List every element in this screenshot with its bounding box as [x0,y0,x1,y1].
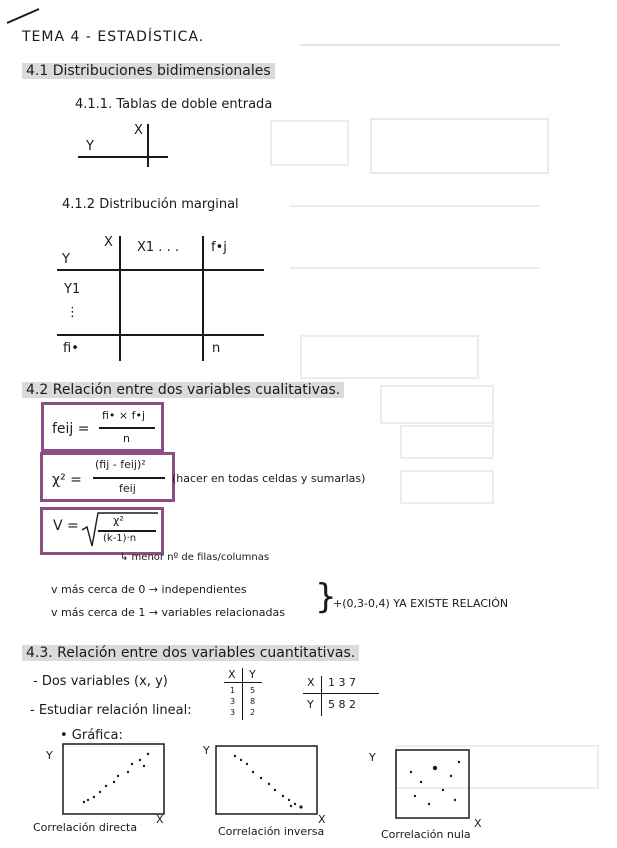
page-title: TEMA 4 - ESTADÍSTICA. [22,29,205,45]
notes-brace: } [315,577,337,617]
graph1-caption: Correlación directa [33,821,138,834]
mt2-x-values: 1 3 7 [328,676,356,689]
graph3-x-axis-label: X [474,817,482,830]
v-lhs: V = [53,518,79,534]
graph1-y-axis-label: Y [46,749,53,762]
section-4-1-heading: 4.1 Distribuciones bidimensionales [22,63,275,79]
v-one-note: v más cerca de 1 → variables relacionadas [51,606,285,619]
table2-hline-top [57,269,264,271]
table2-x-label: X [104,235,113,250]
mt2-vline [321,676,322,716]
mt1-header-x: X [228,668,236,681]
mt2-hline [303,693,379,694]
chi-fraction-bar [93,477,165,479]
table2-dots: ⋮ [66,305,79,320]
fe-denominator: n [123,432,130,445]
chi-lhs: χ² = [52,472,82,488]
graph3-y-axis-label: Y [369,751,376,764]
table2-x1-label: X1 . . . [137,240,179,255]
mt1-r2-x: 3 [230,708,236,717]
study-linear-relation-item: - Estudiar relación lineal: [30,703,192,718]
table2-vline-right [202,236,204,361]
graph3-plot [393,744,503,824]
graph1-x-axis-label: X [156,813,164,826]
table1-x-label: X [134,123,143,138]
fe-lhs: feij = [52,421,90,437]
table2-n-label: n [212,341,221,356]
graph2-caption: Correlación inversa [218,825,325,838]
table1-hline [78,156,168,158]
mt1-vline [242,668,243,720]
table2-fj-label: f•j [211,240,227,255]
graph-bullet-item: • Gráfica: [60,728,123,743]
table1-vline [147,124,149,167]
fe-numerator: fi• × f•j [102,409,146,422]
pen-mark [5,5,45,25]
mt2-y-values: 5 8 2 [328,698,356,711]
chi-numerator: (fij - feij)² [95,458,146,471]
v-denominator: (k-1)·n [103,533,137,544]
table2-y1-label: Y1 [64,282,81,297]
two-variables-item: - Dos variables (x, y) [33,674,168,689]
graph2-plot [213,740,323,820]
mt1-r0-x: 1 [230,686,236,695]
section-4-1-2-heading: 4.1.2 Distribución marginal [62,197,239,212]
mt1-r2-y: 2 [250,708,256,717]
relation-exists-note: +(0,3-0,4) YA EXISTE RELACIÓN [333,597,509,610]
table2-y-label: Y [62,252,70,267]
mt2-y-label: Y [307,698,314,711]
chi-denominator: feij [119,482,136,495]
fe-fraction-bar [99,427,155,429]
v-numerator: χ² [113,514,124,527]
graph2-x-axis-label: X [318,813,326,826]
mt1-r1-x: 3 [230,697,236,706]
graph3-caption: Correlación nula [381,828,471,841]
mt2-x-label: X [307,676,315,689]
v-note: ↳ menor nº de filas/columnas [120,552,270,563]
section-4-3-heading: 4.3. Relación entre dos variables cuantitativas. [22,645,359,661]
section-4-1-1-heading: 4.1.1. Tablas de doble entrada [75,97,273,112]
graph1-plot [60,742,170,822]
mt1-header-y: Y [249,668,256,681]
v-fraction-bar [98,530,156,532]
table2-hline-bottom [57,334,264,336]
chi-note: (hacer en todas celdas y sumarlas) [172,472,366,485]
table2-fi-label: fi• [63,341,79,356]
section-4-2-heading: 4.2 Relación entre dos variables cualitativas. [22,382,344,398]
mt1-r1-y: 8 [250,697,256,706]
mt1-r0-y: 5 [250,686,256,695]
table2-vline-left [119,236,121,361]
graph2-y-axis-label: Y [203,744,210,757]
v-zero-note: v más cerca de 0 → independientes [51,583,247,596]
table1-y-label: Y [86,139,94,154]
